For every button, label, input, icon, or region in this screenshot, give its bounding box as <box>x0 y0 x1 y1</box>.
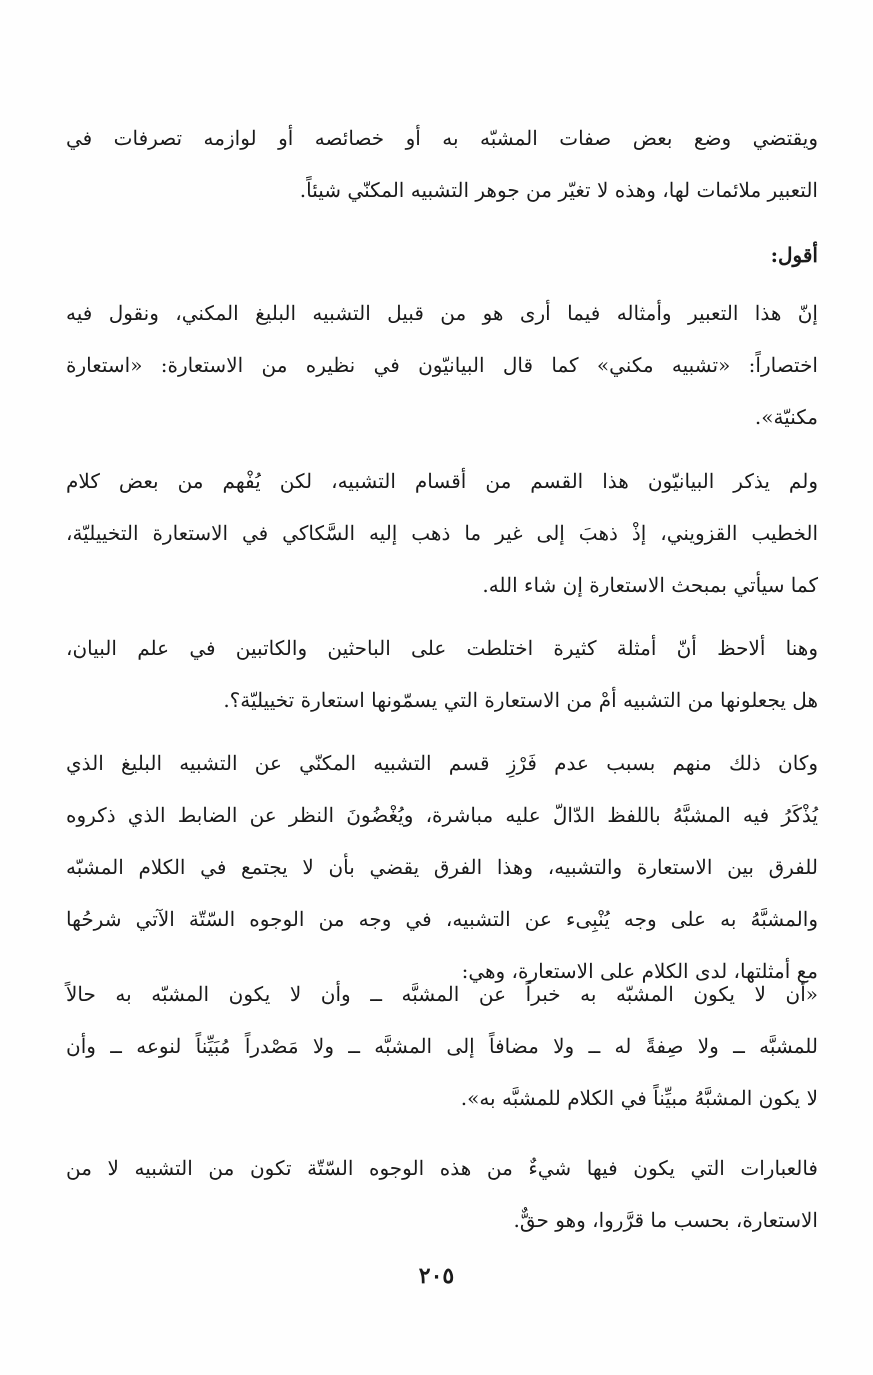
text-line: مكنيّة». <box>754 405 818 429</box>
paragraph-5 <box>66 737 818 997</box>
paragraph-2 <box>66 287 818 443</box>
section-heading: أقول: <box>770 243 818 267</box>
text-line: اختصاراً: «تشبيه مكني» كما قال البيانيّون في نظيره من الاستعارة: «استعارة <box>66 353 818 377</box>
text-line: الاستعارة، بحسب ما قرَّروا، وهو حقٌّ. <box>513 1208 818 1232</box>
text-line: للفرق بين الاستعارة والتشبيه، وهذا الفرق يقضي بأن لا يجتمع في الكلام المشبّه <box>66 855 818 879</box>
text-line: ولم يذكر البيانيّون هذا القسم من أقسام التشبيه، لكن يُفْهم من بعض كلام <box>66 469 818 493</box>
text-line: الخطيب القزويني، إذْ ذهبَ إلى غير ما ذهب إليه السَّكاكي في الاستعارة التخييليّة، <box>66 521 818 545</box>
text-line: وكان ذلك منهم بسبب عدم فَرْزِ قسم التشبيه المكنّي عن التشبيه البليغ الذي <box>66 751 818 775</box>
text-line: يُذْكَرُ فيه المشبَّهُ باللفظ الدّالّ عليه مباشرة، ويُغْضُونَ النظر عن الضابط الذي ذكروه <box>66 803 818 827</box>
paragraph-7 <box>66 1142 818 1246</box>
paragraph-6 <box>66 968 818 1124</box>
paragraph-4 <box>66 622 818 726</box>
text-line: فالعبارات التي يكون فيها شيءٌ من هذه الوجوه السّتّة تكون من التشبيه لا من <box>66 1156 818 1180</box>
paragraph-1 <box>66 112 818 216</box>
text-line: هل يجعلونها من التشبيه أمْ من الاستعارة التي يسمّونها استعارة تخييليّة؟. <box>223 688 818 712</box>
text-line: «أن لا يكون المشبّه به خبراً عن المشبَّه ــ وأن لا يكون المشبّه به حالاً <box>66 982 818 1006</box>
text-line: إنّ هذا التعبير وأمثاله فيما أرى هو من قبيل التشبيه البليغ المكني، ونقول فيه <box>66 301 818 325</box>
text-line: لا يكون المشبَّهُ مبيِّناً في الكلام للمشبَّه به». <box>460 1086 818 1110</box>
text-line: كما سيأتي بمبحث الاستعارة إن شاء الله. <box>482 573 818 597</box>
paragraph-3 <box>66 455 818 611</box>
text-line: التعبير ملائمات لها، وهذه لا تغيّر من جوهر التشبيه المكنّي شيئاً. <box>299 178 818 202</box>
text-line: مع أمثلتها، لدى الكلام على الاستعارة، وهي: <box>461 959 818 983</box>
text-line: ويقتضي وضع بعض صفات المشبّه به أو خصائصه أو لوازمه تصرفات في <box>66 126 818 150</box>
text-line: وهنا ألاحظ أنّ أمثلة كثيرة اختلطت على الباحثين والكاتبين في علم البيان، <box>66 636 818 660</box>
page-number: ٢٠٥ <box>418 1263 455 1289</box>
text-line: للمشبَّه ــ ولا صِفةً له ــ ولا مضافاً إلى المشبَّه ــ ولا مَصْدراً مُبَيِّناً لنوعه ــ وأن <box>66 1034 818 1058</box>
text-line: والمشبَّهُ به على وجه يُنْبِىء عن التشبيه، في وجه من الوجوه السّتّة الآتي شرحُها <box>66 907 818 931</box>
